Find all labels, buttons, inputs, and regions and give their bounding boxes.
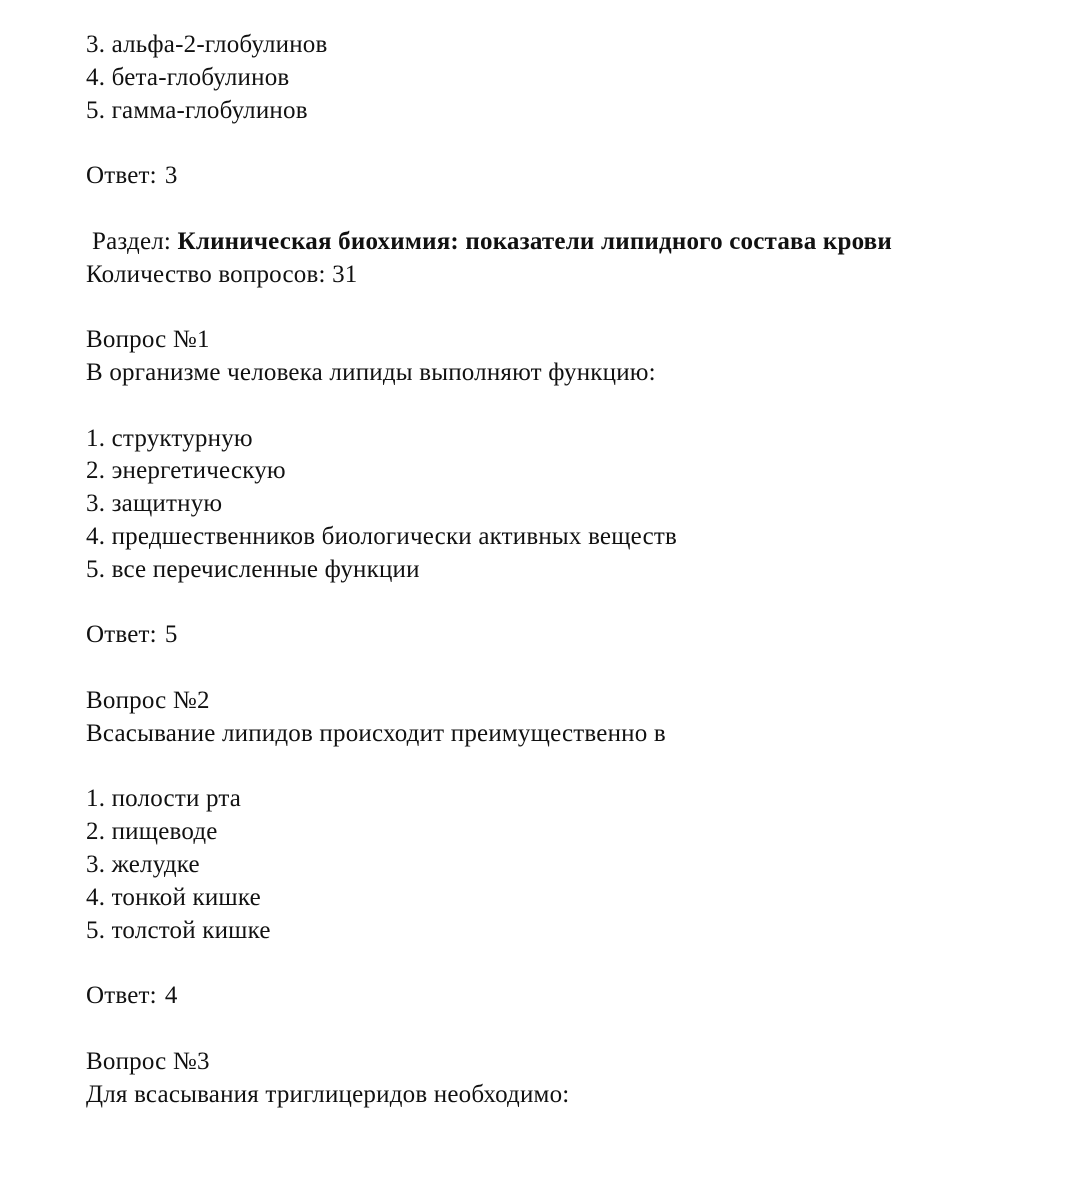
section-label: Раздел: [92,227,172,255]
question-count [86,259,1046,292]
answer-line [86,160,1046,193]
question-number: Вопрос №3 [86,1047,210,1075]
list-item: 4. тонкой кишке [86,883,261,911]
section-title: Клиническая биохимия: показатели липидного состава крови [177,227,892,255]
answer-value: 3 [164,162,178,190]
question-text: В организме человека липиды выполняют функцию: [86,358,656,386]
question-text: Всасывание липидов происходит преимущественно в [86,719,666,747]
answer-label: Ответ: [86,982,157,1010]
question-number: Вопрос №1 [86,326,210,354]
answer-line [86,980,1046,1013]
list-item: 5. все перечисленные функции [86,555,420,583]
answer-line [86,619,1046,652]
list-item: 2. энергетическую [86,457,286,485]
list-item: 4. предшественников биологически активных веществ [86,522,678,550]
list-item: 3. альфа-2-глобулинов [86,31,328,58]
list-item: 4. бета-глобулинов [86,63,290,91]
answer-label: Ответ: [86,621,157,649]
question-count-value: 31 [332,260,358,288]
document-page [86,29,1046,1111]
list-item: 2. пищеводе [86,818,218,846]
question-text: Для всасывания триглицеридов необходимо: [86,1080,570,1108]
answer-value: 4 [164,982,178,1010]
list-item: 1. структурную [86,424,253,452]
question-count-label: Количество вопросов: [86,260,326,288]
answer-label: Ответ: [86,162,157,190]
list-item: 5. толстой кишке [86,916,271,944]
list-item: 1. полости рта [86,785,242,813]
section-heading [86,226,1046,259]
answer-value: 5 [164,621,178,649]
list-item: 5. гамма-глобулинов [86,96,308,124]
list-item: 3. защитную [86,490,223,518]
list-item: 3. желудке [86,850,200,878]
question-number: Вопрос №2 [86,686,210,714]
